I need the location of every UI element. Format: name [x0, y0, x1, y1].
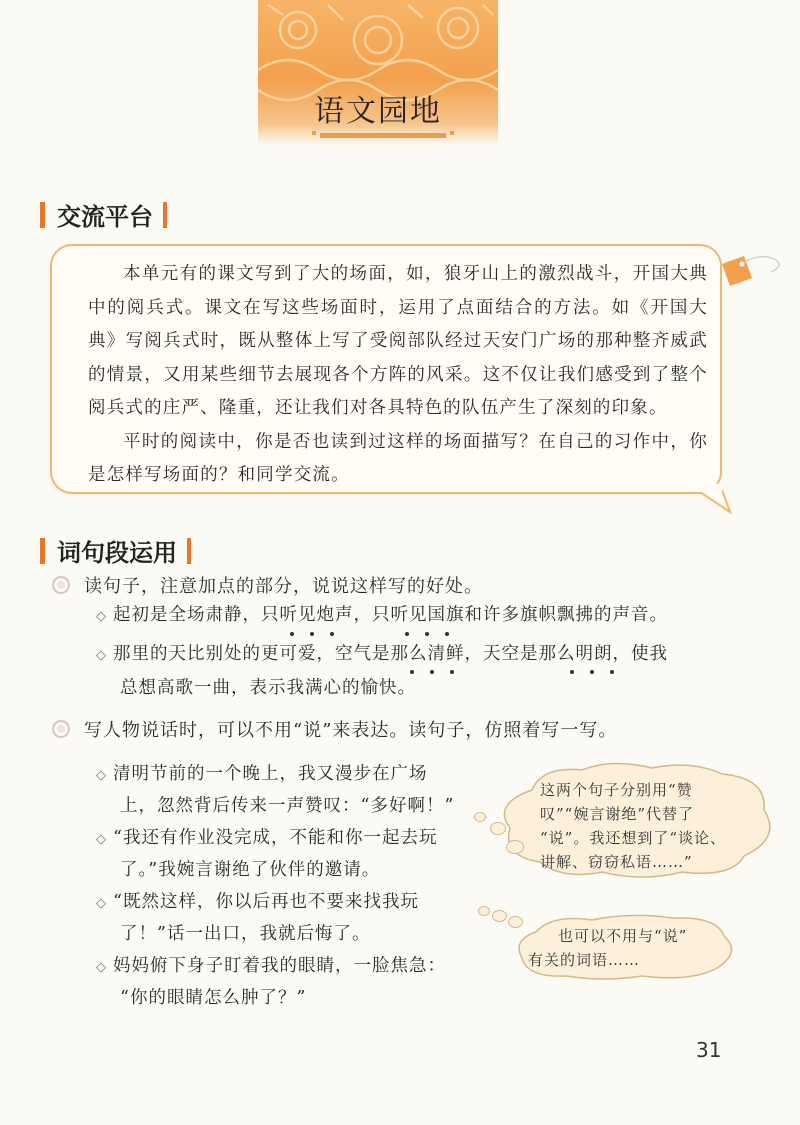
q2-item-1-cont: 上，忽然背后传来一声赞叹：“多好啊！”	[120, 796, 455, 816]
q2-item-4	[96, 950, 446, 984]
heading-bar-left	[40, 538, 45, 564]
question-2	[52, 716, 617, 742]
q2-item-text: 清明节前的一个晚上，我又漫步在广场	[113, 764, 428, 784]
cloud-2-line: 也可以不用与“说”	[558, 927, 688, 945]
heading-bar-right	[163, 202, 167, 228]
emphasis-dot	[570, 670, 574, 674]
cloud-1-line: “说”。我还想到了“谈论、	[540, 829, 727, 847]
emphasis-dot	[445, 632, 449, 636]
section-heading-text: 交流平台	[57, 203, 153, 231]
q1-item-text: 那里的天比别处的更可爱，空气是那么清鲜，天空是那么明朗，使我	[113, 644, 668, 664]
thought-bubble	[492, 910, 507, 922]
q2-item-text: “我还有作业没完成，不能和你一起去玩	[113, 828, 438, 848]
exchange-text	[88, 258, 708, 493]
cloud-2-line: 有关的词语……	[528, 951, 641, 969]
q1-item-text: 起初是全场肃静，只听见炮声，只听见国旗和许多旗帜飘拂的声音。	[113, 605, 668, 625]
q2-item-2-cont: 了。”我婉言谢绝了伙伴的邀请。	[120, 860, 381, 880]
emphasis-dot	[425, 632, 429, 636]
thought-bubble	[506, 840, 524, 854]
q2-item-text: 妈妈俯下身子盯着我的眼睛，一脸焦急：	[113, 956, 446, 976]
q2-item-text: “既然这样，你以后再也不要来找我玩	[113, 892, 419, 912]
diamond-bullet-icon: ◇	[96, 896, 107, 911]
thought-bubble	[474, 812, 486, 822]
cloud-2-text	[528, 924, 728, 972]
section-heading-text: 词句段运用	[57, 539, 177, 567]
emphasis-dot	[450, 670, 454, 674]
question-2-text: 写人物说话时，可以不用“说”来表达。读句子，仿照着写一写。	[84, 720, 618, 741]
cloud-1-line: 这两个句子分别用“赞	[540, 781, 693, 799]
emphasis-dot	[330, 632, 334, 636]
q2-item-3-cont: 了！”话一出口，我就后悔了。	[120, 924, 371, 944]
question-1-text: 读句子，注意加点的部分，说说这样写的好处。	[84, 576, 483, 597]
emphasis-dot	[610, 670, 614, 674]
q1-item-2-cont: 总想高歌一曲，表示我满心的愉快。	[120, 678, 416, 698]
diamond-bullet-icon: ◇	[96, 832, 107, 847]
q1-item-1	[96, 599, 668, 633]
thought-bubble	[478, 906, 490, 916]
exchange-paragraph-2: 平时的阅读中，你是否也读到过这样的场面描写？在自己的习作中，你是怎样写场面的？和同学交流。	[88, 431, 708, 485]
emphasis-dot	[430, 670, 434, 674]
title-underline-dot	[450, 131, 454, 135]
emphasis-dot	[310, 632, 314, 636]
question-marker-icon	[52, 720, 70, 738]
question-marker-icon	[52, 576, 70, 594]
header-banner	[258, 0, 498, 145]
diamond-bullet-icon: ◇	[96, 609, 107, 624]
emphasis-dot	[590, 670, 594, 674]
diamond-bullet-icon: ◇	[96, 960, 107, 975]
thought-bubble	[490, 822, 506, 835]
diamond-bullet-icon: ◇	[96, 768, 107, 783]
exchange-paragraph-1: 本单元有的课文写到了大的场面，如，狼牙山上的激烈战斗，开国大典中的阅兵式。课文在写这些场面时，运用了点面结合的方法。如《开国大典》写阅兵式时，既从整体上写了受阅部队经过天安门广场的那种整齐威武的情景，又用某些细节去展现各个方阵的风采。这不仅让我们感受到了整个阅兵式的庄严、隆重，还让我们对各具特色的队伍产生了深刻的印象。	[88, 264, 708, 418]
cloud-1-text	[540, 778, 770, 874]
question-1	[52, 572, 483, 598]
q2-item-3	[96, 886, 419, 920]
cloud-1-line: 讲解、窃窃私语……”	[540, 853, 693, 871]
q2-item-4-cont: “你的眼睛怎么肿了？”	[120, 988, 307, 1008]
q2-item-2	[96, 822, 437, 856]
title-underline	[320, 133, 446, 138]
heading-bar-left	[40, 202, 45, 228]
heading-bar-right	[187, 538, 191, 564]
emphasis-dot	[290, 632, 294, 636]
section-heading-exchange	[40, 197, 167, 232]
thought-bubble	[508, 916, 523, 928]
tag-icon	[716, 252, 786, 302]
q2-item-1	[96, 758, 428, 792]
q1-item-2	[96, 638, 668, 672]
section-heading-usage	[40, 533, 191, 568]
diamond-bullet-icon: ◇	[96, 648, 107, 663]
page-number: 31	[696, 1038, 722, 1062]
page-title: 语文园地	[314, 94, 442, 129]
title-underline-dot	[312, 131, 316, 135]
cloud-1-line: 叹”“婉言谢绝”代替了	[540, 805, 695, 823]
emphasis-dot	[405, 632, 409, 636]
